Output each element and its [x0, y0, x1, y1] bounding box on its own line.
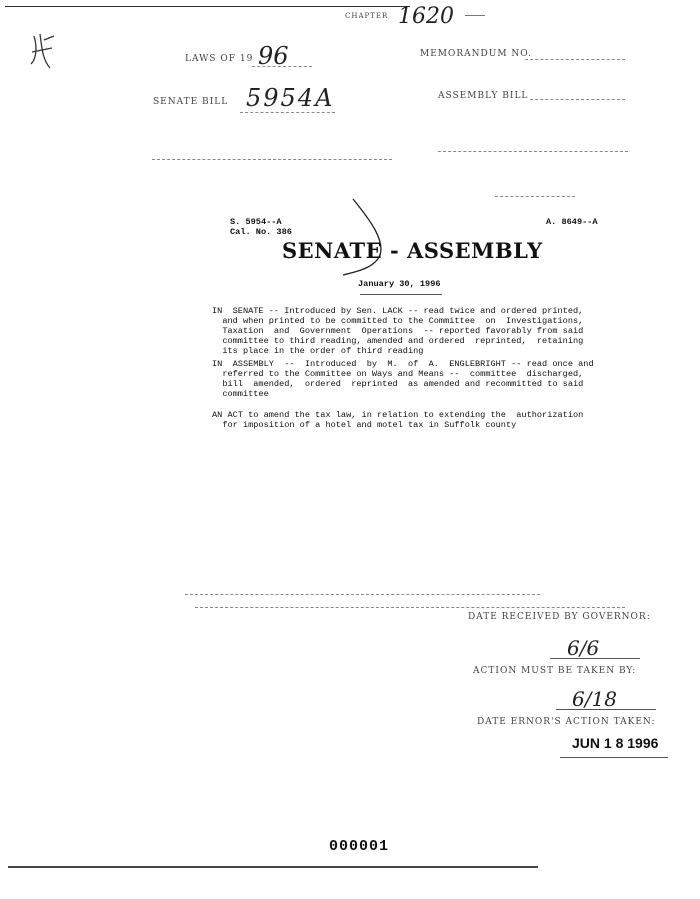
senate-intro-line: committee to third reading, amended and ordered reprinted, retaining: [212, 336, 584, 346]
assembly-bill-label: ASSEMBLY BILL: [438, 91, 529, 101]
received-line: [550, 658, 640, 659]
senate-intro-line: its place in the order of third reading: [212, 346, 424, 356]
chapter-number: 1620: [398, 4, 454, 29]
assembly-intro-line: committee: [212, 389, 269, 399]
memo-line: [525, 59, 625, 60]
assembly-intro: [212, 359, 594, 399]
governor-divider: [185, 594, 540, 595]
senate-intro: [212, 306, 583, 356]
senate-bill-line: [240, 112, 335, 113]
memo-label: MEMORANDUM NO.: [420, 49, 532, 59]
received-value: 6/6: [567, 636, 600, 660]
chapter-stamp: CHAPTER: [345, 12, 389, 20]
senate-intro-line: and when printed to be committed to the Committee on Investigations,: [212, 316, 584, 326]
laws-of-label: LAWS OF 19: [185, 54, 254, 64]
date-underline: [360, 294, 442, 295]
top-rule: [5, 6, 410, 7]
assembly-intro-line: bill amended, ordered reprinted as amended and recommitted to said: [212, 379, 584, 389]
laws-of-year: 96: [258, 42, 289, 70]
page-number: 000001: [329, 838, 390, 855]
senate-number: S. 5954--A: [230, 217, 282, 227]
assembly-intro-line: IN ASSEMBLY -- Introduced by M. of A. ENGLEBRIGHT -- read once and: [212, 359, 594, 369]
act-title: [212, 410, 583, 430]
action-by-value: 6/18: [572, 687, 617, 711]
laws-of-line: [252, 66, 312, 67]
initials-mark: [28, 30, 58, 72]
action-by-line: [556, 709, 656, 710]
bill-heading: SENATE - ASSEMBLY: [282, 238, 543, 263]
act-title-line: AN ACT to amend the tax law, in relation to extending the authorization: [212, 410, 584, 420]
senate-intro-line: IN SENATE -- Introduced by Sen. LACK -- read twice and ordered printed,: [212, 306, 584, 316]
senate-bill-number: 5954A: [246, 84, 335, 112]
assembly-intro-line: referred to the Committee on Ways and Means -- committee discharged,: [212, 369, 584, 379]
blank-line-left: [152, 159, 392, 160]
act-title-line: for imposition of a hotel and motel tax in Suffolk county: [212, 420, 517, 430]
bottom-rule: [8, 866, 538, 868]
blank-line-right: [438, 151, 628, 152]
bill-date: January 30, 1996: [358, 279, 441, 289]
action-taken-line: [560, 757, 668, 758]
assembly-number: A. 8649--A: [546, 217, 598, 227]
senate-intro-line: Taxation and Government Operations -- reported favorably from said: [212, 326, 584, 336]
action-taken-stamp: JUN 1 8 1996: [572, 735, 659, 751]
action-by-label: ACTION MUST BE TAKEN BY:: [473, 666, 637, 676]
assembly-bill-line: [530, 99, 625, 100]
calendar-number: Cal. No. 386: [230, 227, 292, 237]
top-rule-right: [465, 15, 485, 16]
action-taken-label: DATE ERNOR'S ACTION TAKEN:: [477, 717, 656, 727]
blank-line-right-2: [495, 196, 575, 197]
governor-divider-2: [195, 607, 625, 608]
senate-bill-label: SENATE BILL: [153, 97, 229, 107]
received-label: DATE RECEIVED BY GOVERNOR:: [468, 612, 651, 622]
